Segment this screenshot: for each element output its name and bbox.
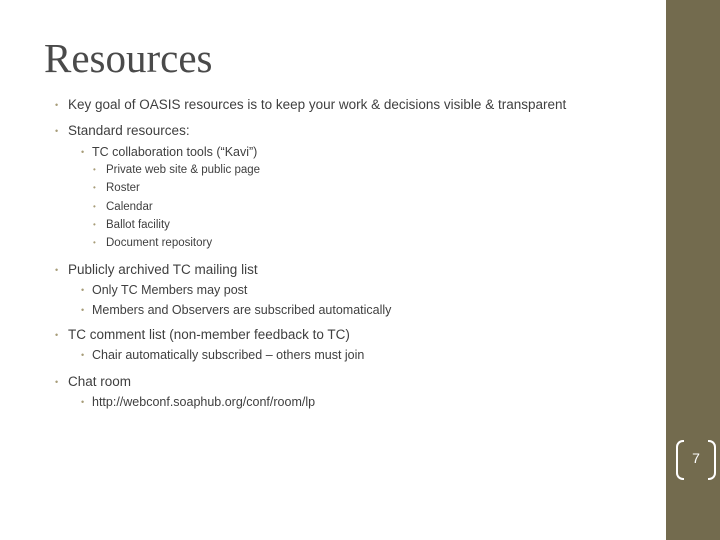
chat-room-link[interactable]: http://webconf.soaphub.org/conf/room/lp bbox=[92, 395, 316, 409]
bullet-marker: • bbox=[55, 100, 59, 110]
tool-item bbox=[93, 237, 212, 249]
bullet-text: Chat room bbox=[68, 374, 132, 389]
tool-item bbox=[93, 182, 140, 194]
bullet-marker: • bbox=[81, 147, 85, 157]
bullet-text: TC comment list (non-member feedback to TC) bbox=[68, 327, 350, 342]
page-number-badge bbox=[676, 440, 716, 478]
bullet-marker: • bbox=[93, 183, 96, 192]
bullet-marker: • bbox=[93, 202, 96, 211]
bullet-marker: • bbox=[93, 165, 96, 174]
tool-item bbox=[93, 164, 260, 176]
bullet-chat-room bbox=[55, 374, 131, 389]
bullet-text: Chair automatically subscribed – others must join bbox=[92, 348, 365, 362]
bullet-marker: • bbox=[55, 330, 59, 340]
tool-item-text: Ballot facility bbox=[106, 219, 170, 231]
tool-item-text: Calendar bbox=[106, 201, 153, 213]
bullet-marker: • bbox=[93, 220, 96, 229]
bullet-marker: • bbox=[81, 397, 85, 407]
bullet-text: Members and Observers are subscribed automatically bbox=[92, 303, 392, 317]
bullet-comment-list bbox=[55, 327, 350, 342]
bullet-standard-resources bbox=[55, 123, 190, 138]
bullet-key-goal bbox=[55, 97, 566, 112]
bullet-text: Standard resources: bbox=[68, 123, 190, 138]
tool-item bbox=[93, 201, 153, 213]
tool-item-text: Document repository bbox=[106, 237, 213, 249]
bullet-text: Key goal of OASIS resources is to keep your work & decisions visible & transparent bbox=[68, 97, 567, 112]
bullet-marker: • bbox=[81, 350, 85, 360]
bullet-marker: • bbox=[81, 305, 85, 315]
sub-bullet-mailing-detail bbox=[81, 283, 247, 297]
bullet-marker: • bbox=[93, 238, 96, 247]
bullet-marker: • bbox=[55, 126, 59, 136]
page-number: 7 bbox=[692, 450, 700, 466]
sub-bullet-chat-url bbox=[81, 395, 315, 409]
bullet-marker: • bbox=[55, 377, 59, 387]
slide-title: Resources bbox=[44, 35, 213, 81]
sub-bullet-tc-tools bbox=[81, 145, 257, 159]
bullet-text: Publicly archived TC mailing list bbox=[68, 262, 258, 277]
sub-bullet-mailing-detail bbox=[81, 303, 391, 317]
tool-item bbox=[93, 219, 170, 231]
tool-item-text: Roster bbox=[106, 182, 140, 194]
bullet-text: TC collaboration tools (“Kavi”) bbox=[92, 145, 258, 159]
bullet-marker: • bbox=[81, 285, 85, 295]
tool-item-text: Private web site & public page bbox=[106, 164, 261, 176]
bullet-text: Only TC Members may post bbox=[92, 283, 248, 297]
sub-bullet-comment-detail bbox=[81, 348, 364, 362]
bullet-mailing-list bbox=[55, 262, 258, 277]
bullet-marker: • bbox=[55, 265, 59, 275]
